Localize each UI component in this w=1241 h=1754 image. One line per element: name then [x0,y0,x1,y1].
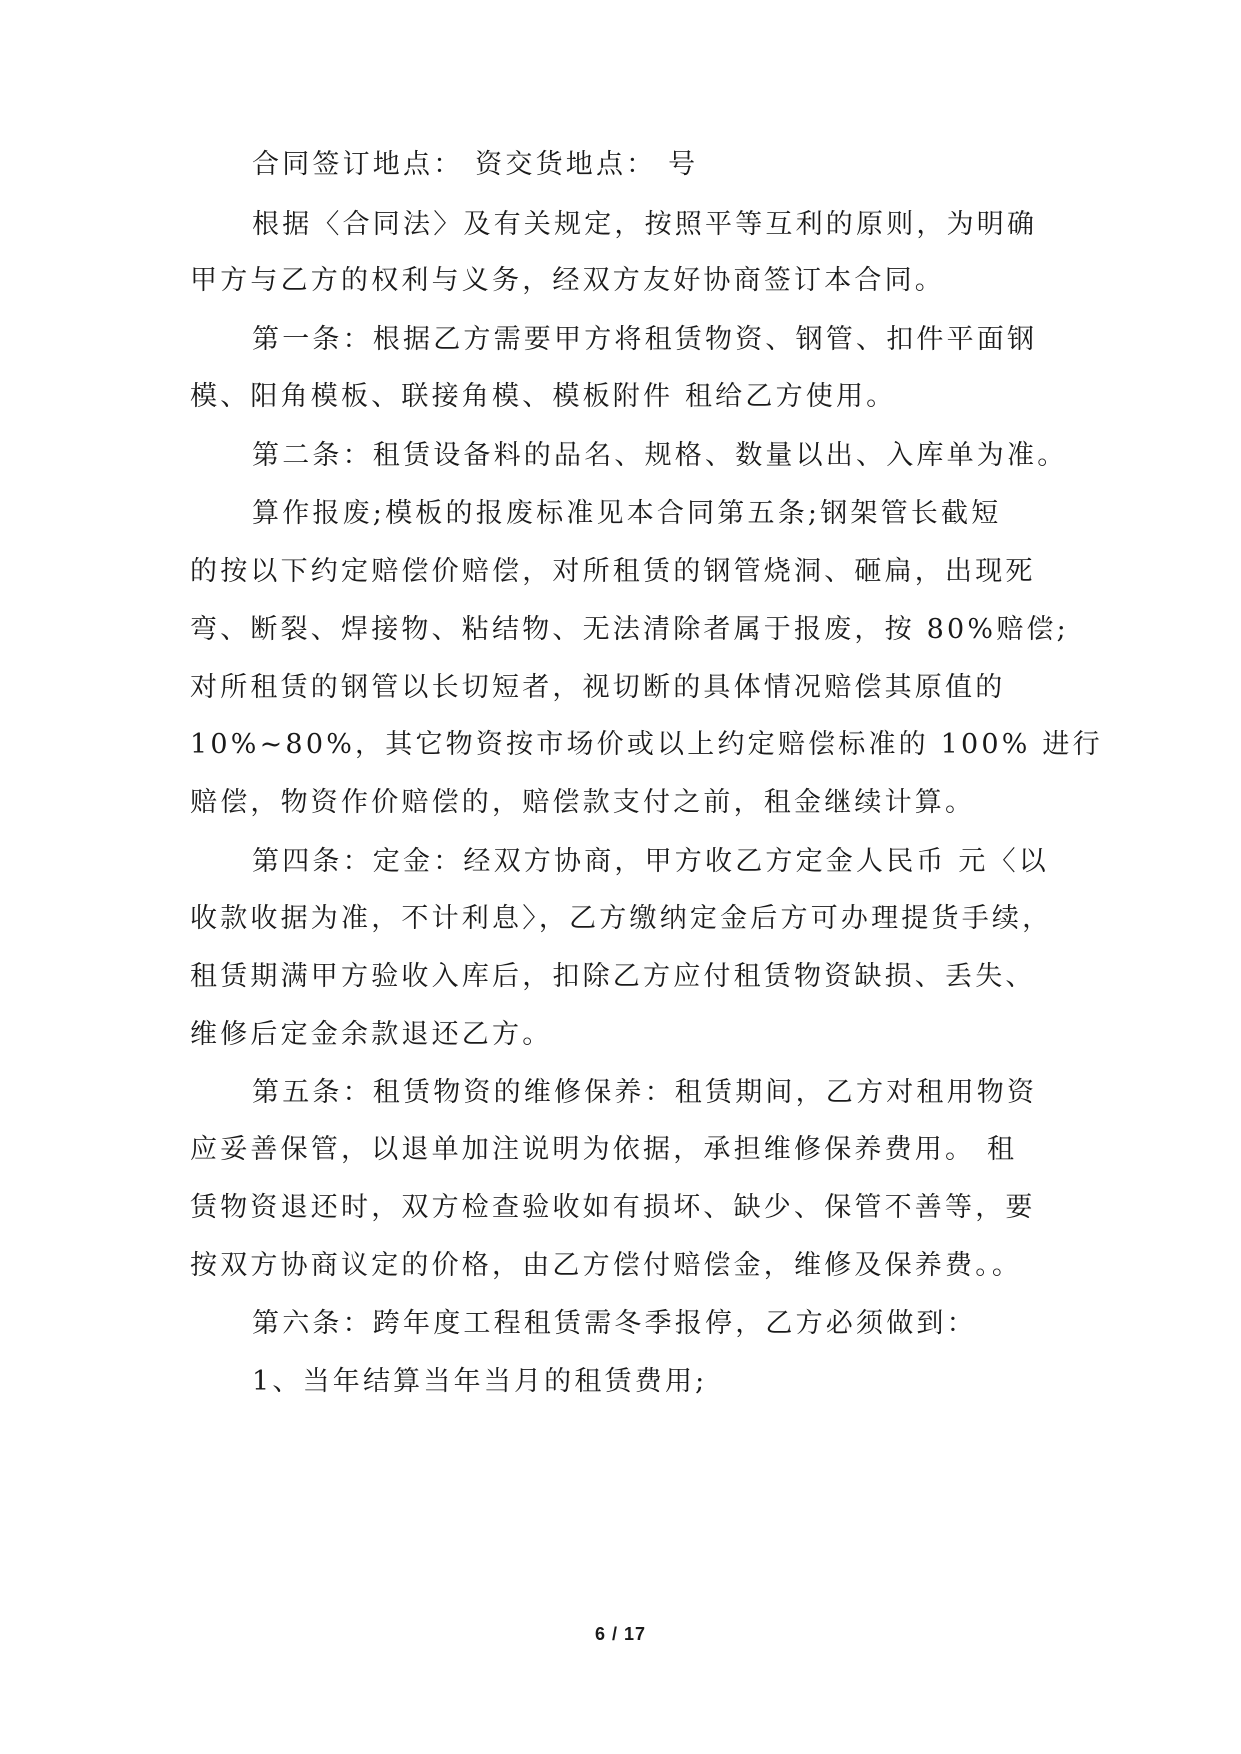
text-line: 对所租赁的钢管以长切短者，视切断的具体情况赔偿其原值的 [190,672,1006,703]
page-number: 6 / 17 [594,1624,647,1644]
text-line: 租赁期满甲方验收入库后，扣除乙方应付租赁物资缺损、丢失、 [190,961,1036,992]
text-line: 合同签订地点： 资交货地点： 号 [252,149,699,180]
text-line: 模、阳角模板、联接角模、模板附件 租给乙方使用。 [190,381,897,412]
text-line: 甲方与乙方的权利与义务，经双方友好协商签订本合同。 [190,265,945,296]
text-line: 赁物资退还时，双方检查验收如有损坏、缺少、保管不善等，要 [190,1192,1036,1223]
text-line: 算作报废;模板的报废标准见本合同第五条;钢架管长截短 [252,498,1002,529]
text-line: 收款收据为准，不计利息〉，乙方缴纳定金后方可办理提货手续， [190,903,1053,934]
text-line: 第二条：租赁设备料的品名、规格、数量以出、入库单为准。 [252,440,1068,471]
text-line: 1、当年结算当年当月的租赁费用; [252,1366,708,1397]
text-line: 赔偿，物资作价赔偿的，赔偿款支付之前，租金继续计算。 [190,787,976,818]
text-line: 10%~80%，其它物资按市场价或以上约定赔偿标准的 100% 进行 [190,729,1103,760]
text-line: 第四条：定金：经双方协商，甲方收乙方定金人民币 元〈以 [252,846,1049,877]
text-line: 的按以下约定赔偿价赔偿，对所租赁的钢管烧洞、砸扁，出现死 [190,556,1036,587]
text-line: 维修后定金余款退还乙方。 [190,1019,553,1050]
text-line: 根据〈合同法〉及有关规定，按照平等互利的原则，为明确 [252,209,1038,240]
text-line: 第五条：租赁物资的维修保养：租赁期间，乙方对租用物资 [252,1077,1038,1108]
text-line: 应妥善保管，以退单加注说明为依据，承担维修保养费用。 租 [190,1134,1018,1165]
text-line: 弯、断裂、焊接物、粘结物、无法清除者属于报废，按 80%赔偿; [190,614,1069,645]
text-line: 第六条：跨年度工程租赁需冬季报停，乙方必须做到： [252,1308,977,1339]
text-line: 按双方协商议定的价格，由乙方偿付赔偿金，维修及保养费。。 [190,1250,1023,1281]
text-line: 第一条：根据乙方需要甲方将租赁物资、钢管、扣件平面钢 [252,324,1038,355]
